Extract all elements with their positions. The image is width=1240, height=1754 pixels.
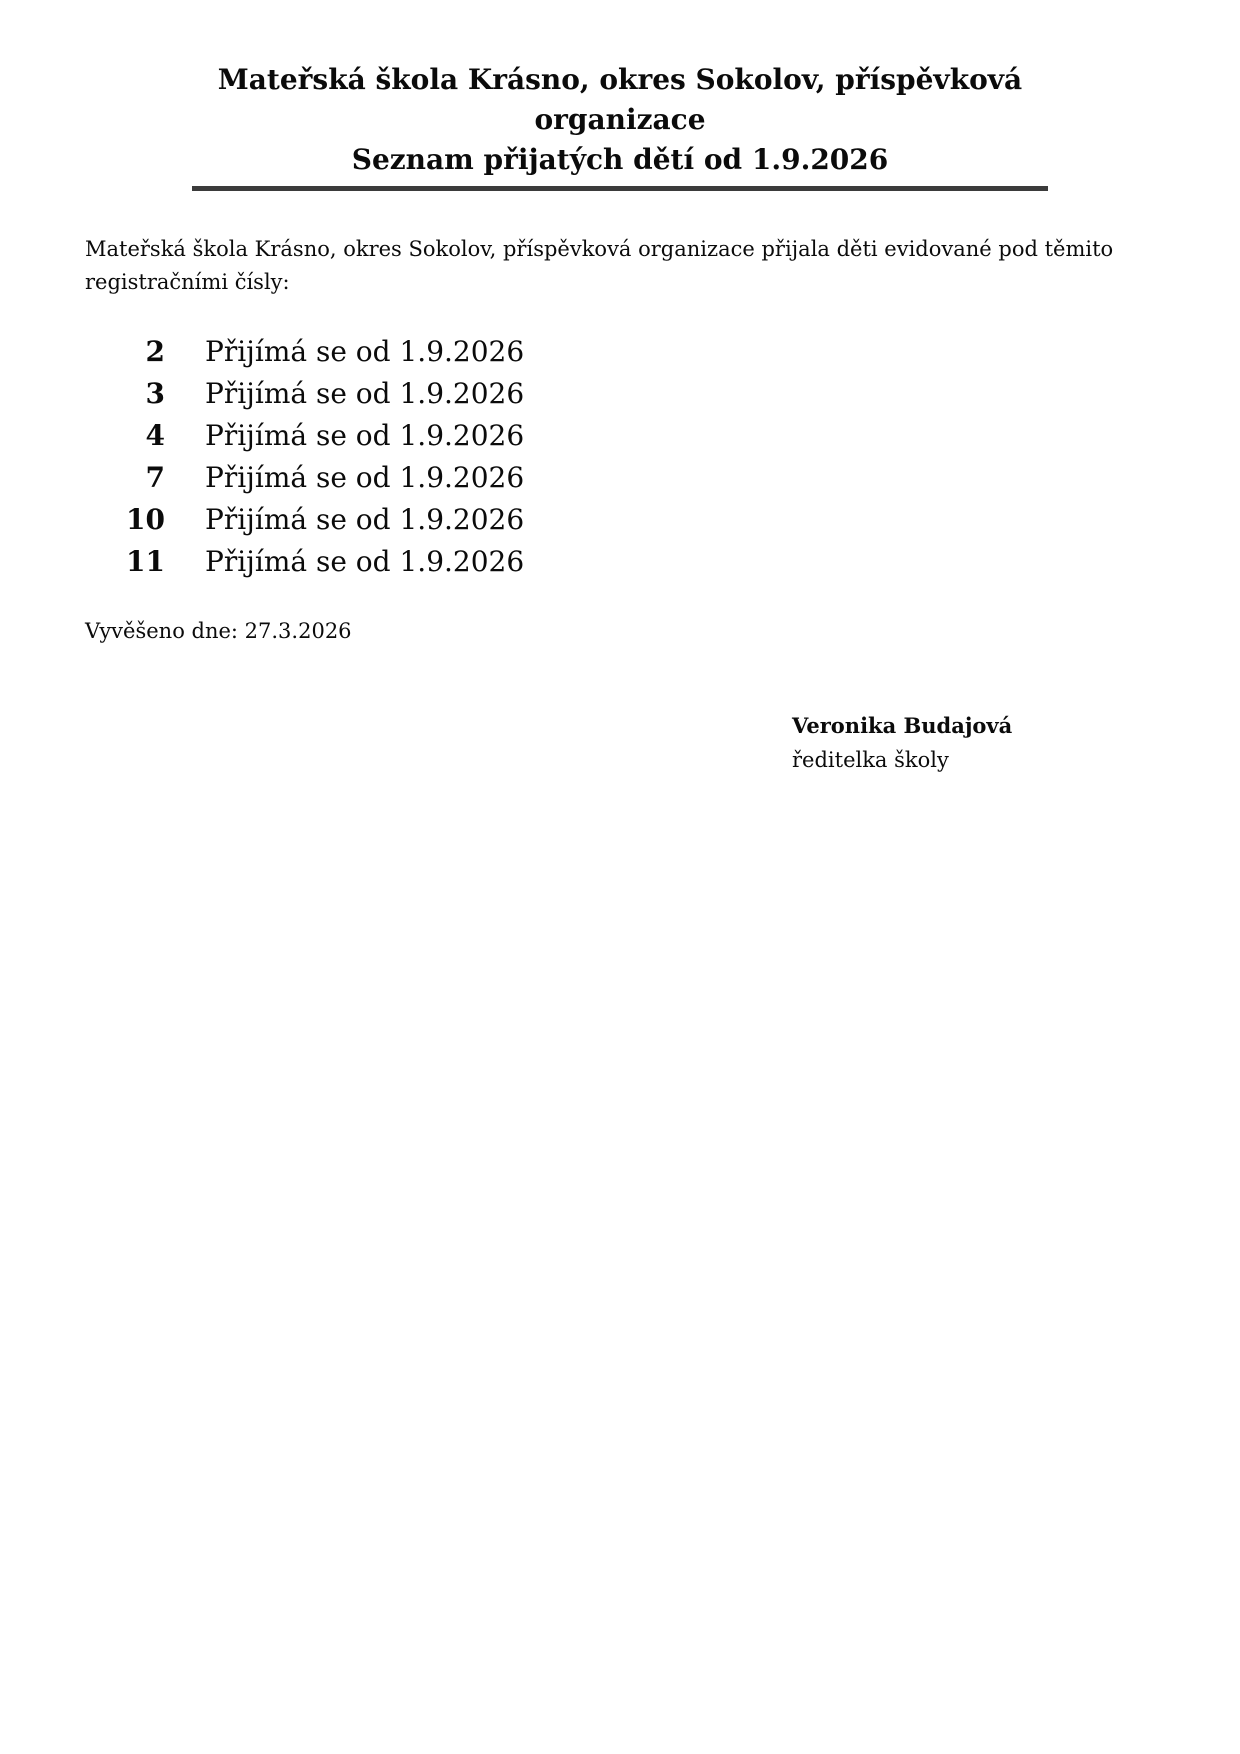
title-divider [192,186,1048,191]
list-item [0,331,1240,373]
registration-number: 3 [145,377,165,410]
signature-name: Veronika Budajová [792,713,1013,738]
org-name-line-1: Mateřská škola Krásno, okres Sokolov, příspěvková [217,63,1023,96]
org-name-line-2: organizace [534,103,706,136]
admission-decision: Přijímá se od 1.9.2026 [205,419,525,452]
registration-number: 11 [126,545,165,578]
admission-decision: Přijímá se od 1.9.2026 [205,335,525,368]
posted-date: Vyvěšeno dne: 27.3.2026 [85,619,352,643]
list-item [0,373,1240,415]
list-item [0,457,1240,499]
registration-number: 7 [145,461,165,494]
document-title: Seznam přijatých dětí od 1.9.2026 [351,143,889,176]
document-header [192,60,1048,191]
admission-decision: Přijímá se od 1.9.2026 [205,461,525,494]
admission-decision: Přijímá se od 1.9.2026 [205,377,525,410]
intro-paragraph: Mateřská škola Krásno, okres Sokolov, příspěvková organizace přijala děti evidované pod těmito registračními čísly: [85,237,1114,294]
signature-role: ředitelka školy [792,748,949,772]
list-item [0,499,1240,541]
admission-decision: Přijímá se od 1.9.2026 [205,503,525,536]
list-item [0,415,1240,457]
list-item [0,541,1240,583]
registration-number: 4 [145,419,165,452]
registration-number: 2 [145,335,165,368]
admission-list [0,331,1240,583]
registration-number: 10 [126,503,165,536]
signature-block [792,709,1240,777]
admission-decision: Přijímá se od 1.9.2026 [205,545,525,578]
